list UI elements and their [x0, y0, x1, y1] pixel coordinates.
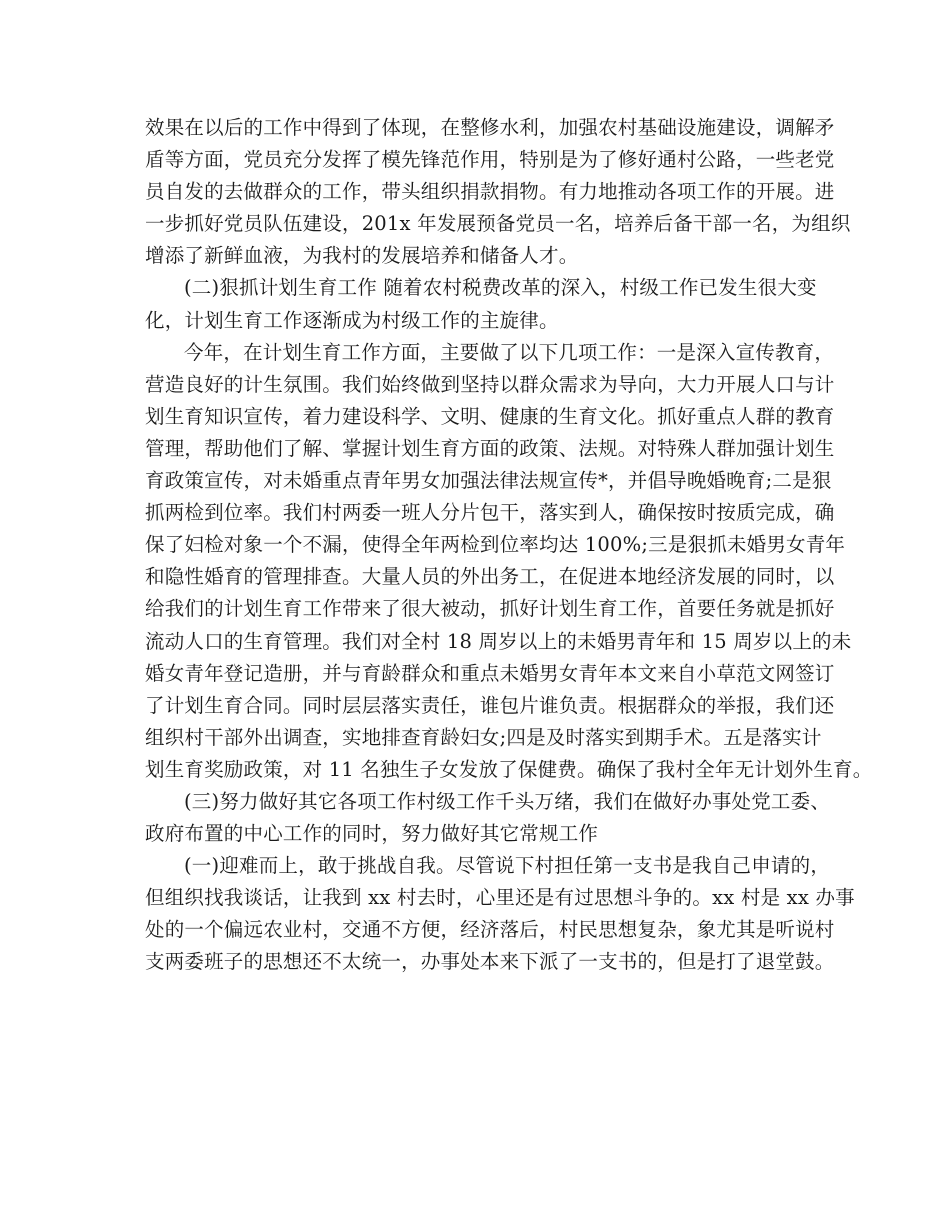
text-line: (一)迎难而上，敢于挑战自我。尽管说下村担任第一支书是我自己申请的， — [184, 854, 831, 878]
text-line: 和隐性婚育的管理排查。大量人员的外出务工，在促进本地经济发展的同时，以 — [145, 565, 835, 589]
text-line: (二)狠抓计划生育工作 随着农村税费改革的深入，村级工作已发生很大变 — [184, 276, 817, 300]
text-line: 但组织找我谈话，让我到 xx 村去时，心里还是有过思想斗争的。xx 村是 xx 办事 — [145, 886, 855, 910]
text-line: 化，计划生育工作逐渐成为村级工作的主旋律。 — [145, 308, 559, 332]
text-line: 处的一个偏远农业村，交通不方便，经济落后，村民思想复杂，象尤其是听说村 — [145, 918, 835, 942]
text-line: 支两委班子的思想还不太统一，办事处本来下派了一支书的，但是打了退堂鼓。 — [145, 950, 835, 974]
text-line: 效果在以后的工作中得到了体现，在整修水利，加强农村基础设施建设，调解矛 — [145, 116, 835, 139]
text-line: 员自发的去做群众的工作，带头组织捐款捐物。有力地推动各项工作的开展。进 — [145, 180, 835, 204]
text-line: 流动人口的生育管理。我们对全村 18 周岁以上的未婚男青年和 15 周岁以上的未 — [145, 629, 852, 653]
text-line: 给我们的计划生育工作带来了很大被动，抓好计划生育工作，首要任务就是抓好 — [145, 597, 835, 621]
body-text — [145, 112, 873, 979]
text-line: 今年，在计划生育工作方面，主要做了以下几项工作：一是深入宣传教育， — [184, 340, 835, 364]
text-line: 一步抓好党员队伍建设，201x 年发展预备党员一名，培养后备干部一名，为组织 — [145, 212, 851, 236]
text-line: 营造良好的计生氛围。我们始终做到坚持以群众需求为导向，大力开展人口与计 — [145, 372, 835, 396]
text-line: 组织村干部外出调查，实地排查育龄妇女;四是及时落实到期手术。五是落实计 — [145, 725, 822, 749]
text-line: 增添了新鲜血液，为我村的发展培养和储备人才。 — [145, 244, 579, 268]
text-line: 盾等方面，党员充分发挥了模先锋范作用，特别是为了修好通村公路，一些老党 — [145, 148, 835, 172]
text-line: (三)努力做好其它各项工作村级工作千头万绪，我们在做好办事处党工委、 — [184, 789, 831, 813]
text-line: 政府布置的中心工作的同时，努力做好其它常规工作 — [145, 822, 599, 846]
text-line: 划生育奖励政策，对 11 名独生子女发放了保健费。确保了我村全年无计划外生育。 — [145, 757, 873, 781]
text-line: 了计划生育合同。同时层层落实责任，谁包片谁负责。根据群众的举报，我们还 — [145, 693, 835, 717]
text-line: 抓两检到位率。我们村两委一班人分片包干，落实到人，确保按时按质完成，确 — [145, 501, 835, 525]
text-line: 管理，帮助他们了解、掌握计划生育方面的政策、法规。对特殊人群加强计划生 — [145, 436, 835, 460]
text-line: 育政策宣传，对未婚重点青年男女加强法律法规宣传*，并倡导晚婚晚育;二是狠 — [145, 469, 832, 493]
text-line: 划生育知识宣传，着力建设科学、文明、健康的生育文化。抓好重点人群的教育 — [145, 404, 835, 428]
text-line: 婚女青年登记造册，并与育龄群众和重点未婚男女青年本文来自小草范文网签订 — [145, 661, 835, 685]
text-line: 保了妇检对象一个不漏，使得全年两检到位率均达 100%;三是狠抓未婚男女青年 — [145, 533, 846, 557]
